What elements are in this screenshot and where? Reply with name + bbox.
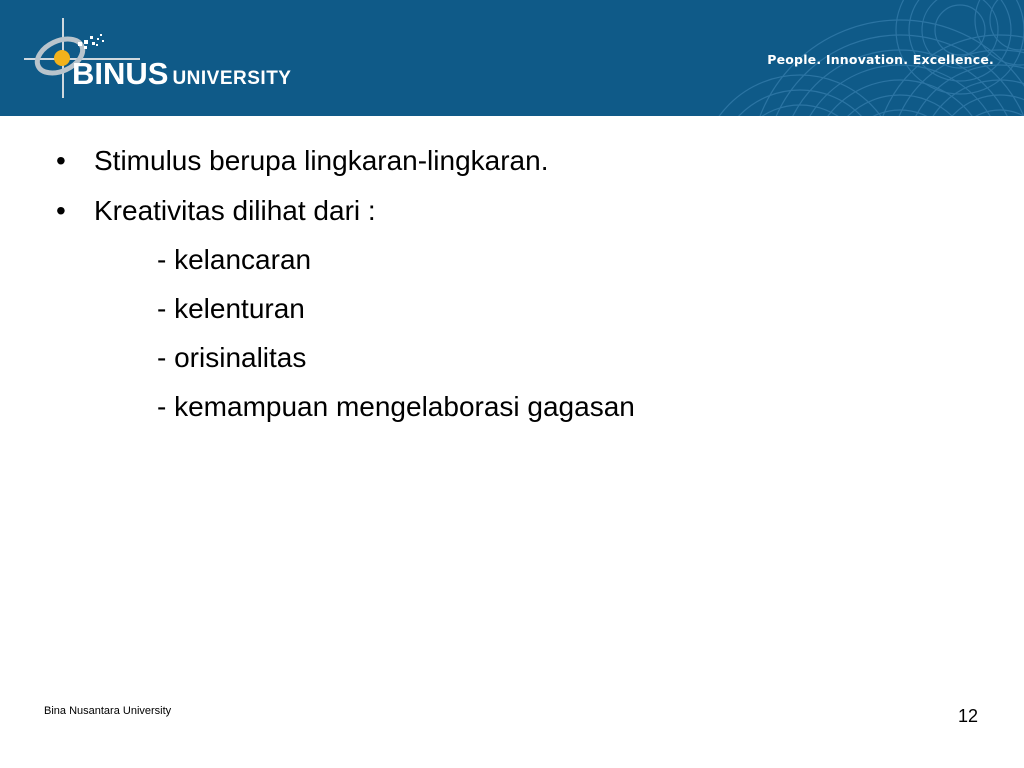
logo-suffix: UNIVERSITY [172,68,292,89]
page-number: 12 [957,706,978,726]
tagline: People. Innovation. Excellence. [767,52,994,67]
sub-item-text: - kelancaran [157,244,312,275]
logo-brand: BINUS [72,56,169,91]
bullet-text: Stimulus berupa lingkaran-lingkaran. [94,145,549,176]
bullet-symbol: • [56,195,66,226]
sub-item-text: - kelenturan [157,293,305,324]
header-banner [0,0,1024,116]
bullet-symbol: • [56,145,66,176]
bullet-text: Kreativitas dilihat dari : [94,195,376,226]
sub-item-text: - orisinalitas [157,342,307,373]
logo-wordmark [72,58,291,89]
footer-institution: Bina Nusantara University [44,705,172,717]
sub-item-text: - kemampuan mengelaborasi gagasan [157,391,635,422]
